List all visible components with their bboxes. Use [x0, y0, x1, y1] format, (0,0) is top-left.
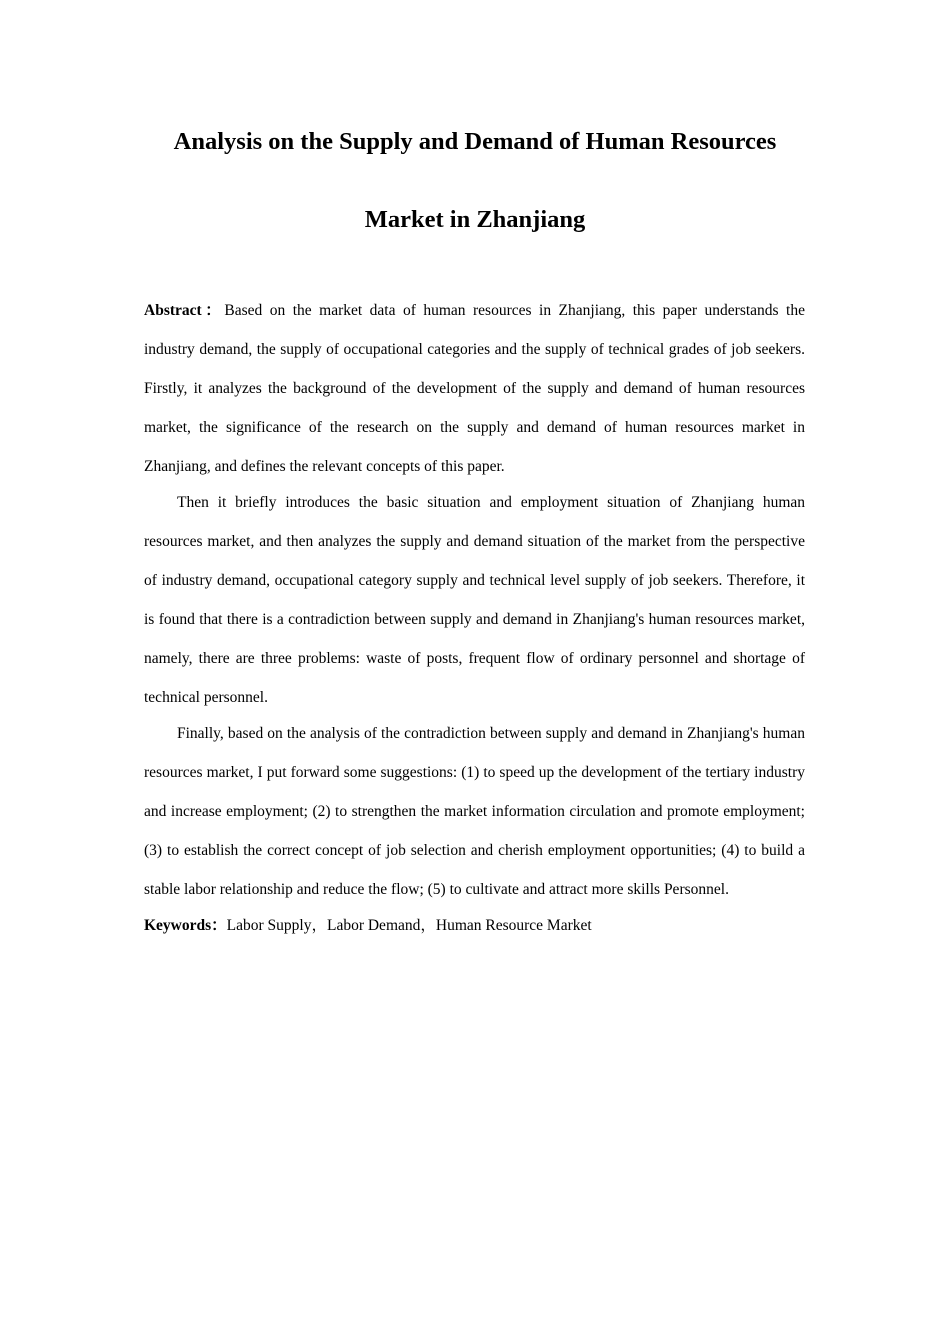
abstract-label: Abstract：	[144, 302, 225, 319]
abstract-paragraph-1-text: Based on the market data of human resources in Zhanjiang, this paper understands the industry demand, the supply of occupational categories and the supply of technical grades of job seekers. Firstly, it analyzes the background of the development of the supply and demand of human resources market, the significance of the research on the supply and demand of human resources market in Zhanjiang, and defines the relevant concepts of this paper.	[144, 302, 805, 475]
paper-title-line-2: Market in Zhanjiang	[364, 206, 586, 233]
abstract-paragraph-2: Then it briefly introduces the basic situation and employment situation of Zhanjiang human resources market, and then analyzes the supply and demand situation of the market from the perspective of industry demand, occupational category supply and technical level supply of job seekers. Therefore, it is found that there is a contradiction between supply and demand in Zhanjiang's human resources market, namely, there are three problems: waste of posts, frequent flow of ordinary personnel and shortage of technical personnel.	[144, 494, 805, 706]
abstract-section	[144, 291, 805, 945]
keywords-label: Keywords：	[144, 917, 227, 934]
keywords-line	[144, 906, 805, 945]
keywords-text: Labor Supply，Labor Demand，Human Resource Market	[226, 917, 592, 934]
abstract-paragraph-3: Finally, based on the analysis of the contradiction between supply and demand in Zhanjiang's human resources market, I put forward some suggestions: (1) to speed up the development of the tertiary industry and increase employment; (2) to strengthen the market information circulation and promote employment; (3) to establish the correct concept of job selection and cherish employment opportunities; (4) to build a stable labor relationship and reduce the flow; (5) to cultivate and attract more skills Personnel.	[144, 725, 805, 898]
abstract-paragraph-1	[144, 291, 805, 486]
paper-title-line-1: Analysis on the Supply and Demand of Human Resources	[173, 128, 777, 155]
